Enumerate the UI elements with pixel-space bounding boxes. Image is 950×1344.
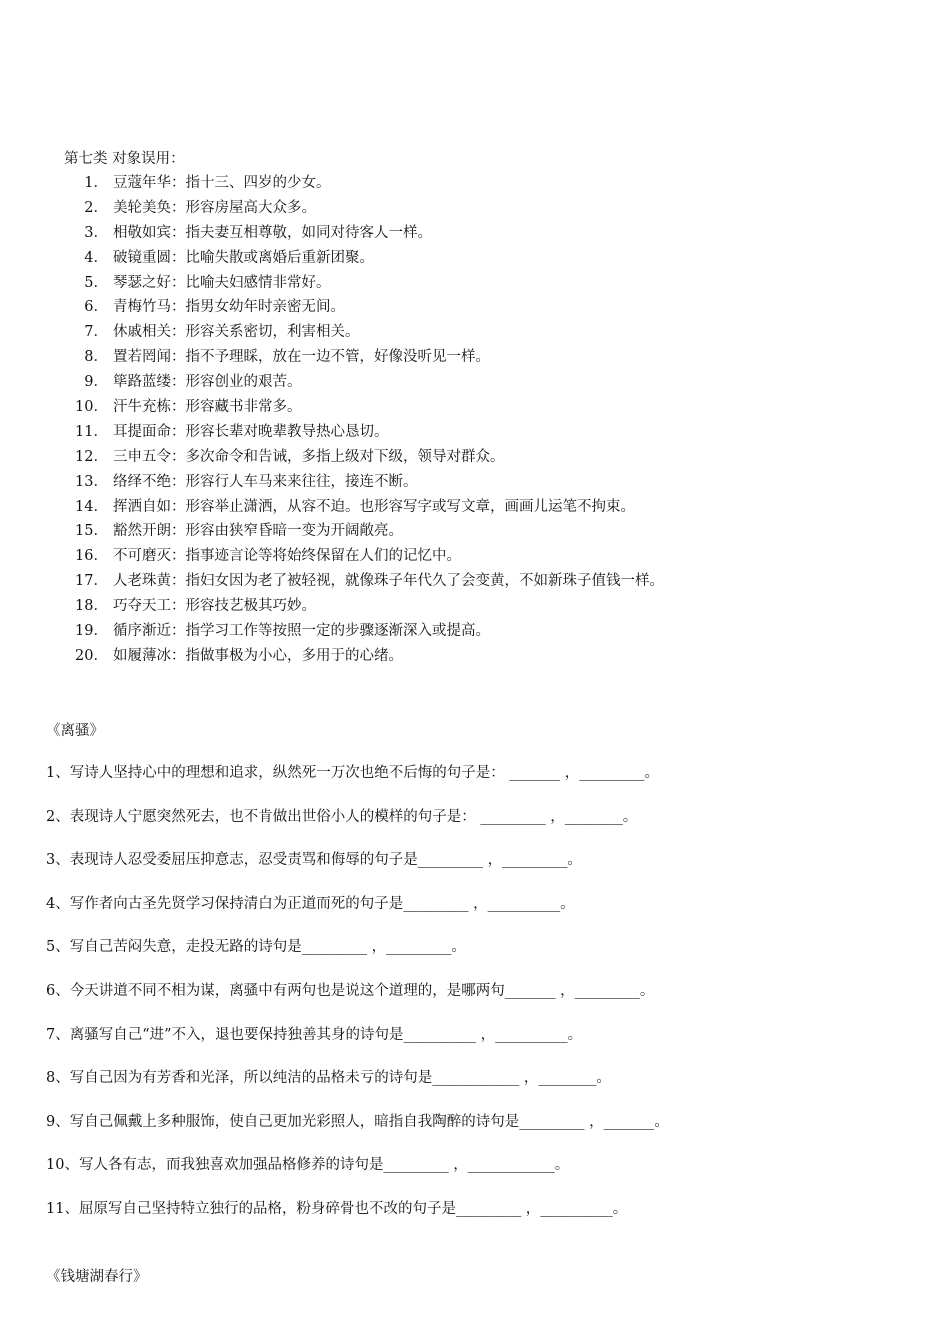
item-text: 置若罔闻：指不予理睬，放在一边不管，好像没听见一样。: [113, 349, 490, 366]
item-number: 10．: [75, 399, 108, 416]
item-text: 豆蔻年华：指十三、四岁的少女。: [113, 175, 331, 191]
item-text: 琴瑟之好：比喻夫妇感情非常好。: [113, 274, 331, 291]
item-number: 2．: [84, 199, 108, 216]
item-text: 休戚相关：形容关系密切，利害相关。: [113, 324, 360, 341]
list-item: [0, 373, 950, 398]
question-item: 3、表现诗人忍受委屈压抑意志，忍受责骂和侮辱的句子是_________ ，_________。: [46, 852, 582, 869]
item-text: 循序渐近：指学习工作等按照一定的步骤逐渐深入或提高。: [113, 623, 490, 640]
item-text: 相敬如宾：指夫妻互相尊敬，如同对待客人一样。: [113, 224, 432, 241]
section-title-object-misuse: 第七类 对象误用：: [64, 151, 185, 167]
item-text: 汗牛充栋：形容藏书非常多。: [113, 399, 302, 416]
list-item: [0, 448, 950, 473]
list-item: [0, 622, 950, 647]
item-number: 1．: [84, 175, 108, 191]
question-item: 10、写人各有志，而我独喜欢加强品格修养的诗句是_________ ，____________。: [46, 1157, 570, 1174]
list-item: [0, 572, 950, 597]
question-item: 9、写自己佩戴上多种服饰，使自己更加光彩照人，暗指自我陶醉的诗句是_________ ，_______。: [46, 1113, 669, 1130]
list-item: [0, 323, 950, 348]
question-item: 7、离骚写自己“进”不入，退也要保持独善其身的诗句是__________ ，__________。: [46, 1026, 583, 1043]
item-text: 人老珠黄：指妇女因为老了被轻视，就像珠子年代久了会变黄，不如新珠子值钱一样。: [113, 573, 664, 590]
item-number: 19．: [75, 623, 108, 640]
list-item: [0, 522, 950, 547]
item-number: 15．: [75, 523, 108, 540]
question-item: 11、屈原写自己坚持特立独行的品格，粉身碎骨也不改的句子是_________ ，__________。: [46, 1200, 628, 1217]
item-number: 17．: [75, 573, 108, 590]
item-text: 美轮美奂：形容房屋高大众多。: [113, 199, 316, 216]
question-item: 8、写自己因为有芳香和光泽，所以纯洁的品格未亏的诗句是____________ ，________。: [46, 1070, 611, 1087]
question-list: [46, 764, 926, 1244]
list-item: [0, 498, 950, 523]
list-item: [0, 249, 950, 274]
item-number: 14．: [75, 498, 108, 515]
item-number: 7．: [84, 324, 108, 341]
item-number: 13．: [75, 473, 108, 490]
item-number: 3．: [84, 224, 108, 241]
item-number: 8．: [84, 349, 108, 366]
item-text: 豁然开朗：形容由狭窄昏暗一变为开阔敞亮。: [113, 523, 403, 540]
item-text: 破镜重圆：比喻失散或离婚后重新团聚。: [113, 249, 374, 266]
list-item: [0, 647, 950, 672]
item-number: 4．: [84, 249, 108, 266]
question-item: 5、写自己苦闷失意，走投无路的诗句是_________ ，_________。: [46, 939, 466, 956]
item-text: 青梅竹马：指男女幼年时亲密无间。: [113, 299, 345, 316]
question-item: 4、写作者向古圣先贤学习保持清白为正道而死的句子是_________ ，__________。: [46, 895, 575, 912]
list-item: [0, 547, 950, 572]
item-number: 12．: [75, 448, 108, 465]
item-number: 11．: [75, 423, 108, 440]
item-text: 耳提面命：形容长辈对晚辈教导热心恳切。: [113, 423, 389, 440]
item-number: 9．: [84, 374, 108, 391]
section-title-lisao: 《离骚》: [46, 723, 104, 739]
item-number: 6．: [84, 299, 108, 316]
item-number: 20．: [75, 647, 108, 664]
item-text: 如履薄冰：指做事极为小心，多用于的心绪。: [113, 647, 403, 664]
item-text: 络绎不绝：形容行人车马来来往往，接连不断。: [113, 473, 418, 490]
item-number: 16．: [75, 548, 108, 565]
question-item: 2、表现诗人宁愿突然死去，也不肯做出世俗小人的模样的句子是： _________ ，________。: [46, 808, 638, 825]
list-item: [0, 274, 950, 299]
item-text: 筚路蓝缕：形容创业的艰苦。: [113, 374, 302, 391]
list-item: [0, 597, 950, 622]
list-item: [0, 348, 950, 373]
section-title-qiantang-lake: 《钱塘湖春行》: [46, 1269, 148, 1285]
question-item: 1、写诗人坚持心中的理想和追求，纵然死一万次也绝不后悔的句子是： _______ ，_________。: [46, 765, 659, 781]
list-item: [0, 423, 950, 448]
question-item: 6、今天讲道不同不相为谋，离骚中有两句也是说这个道理的，是哪两句_______ ，_________。: [46, 982, 655, 999]
item-number: 5．: [84, 274, 108, 291]
item-text: 挥洒自如：形容举止潇洒，从容不迫。也形容写字或写文章，画画儿运笔不拘束。: [113, 498, 635, 515]
idiom-list: [0, 174, 950, 672]
item-text: 不可磨灭：指事迹言论等将始终保留在人们的记忆中。: [113, 548, 461, 565]
list-item: [0, 224, 950, 249]
list-item: [0, 398, 950, 423]
list-item: [0, 473, 950, 498]
list-item: [0, 199, 950, 224]
item-text: 三申五令：多次命令和告诫，多指上级对下级，领导对群众。: [113, 448, 505, 465]
list-item: [0, 298, 950, 323]
list-item: [0, 174, 950, 199]
item-text: 巧夺天工：形容技艺极其巧妙。: [113, 598, 316, 615]
item-number: 18．: [75, 598, 108, 615]
